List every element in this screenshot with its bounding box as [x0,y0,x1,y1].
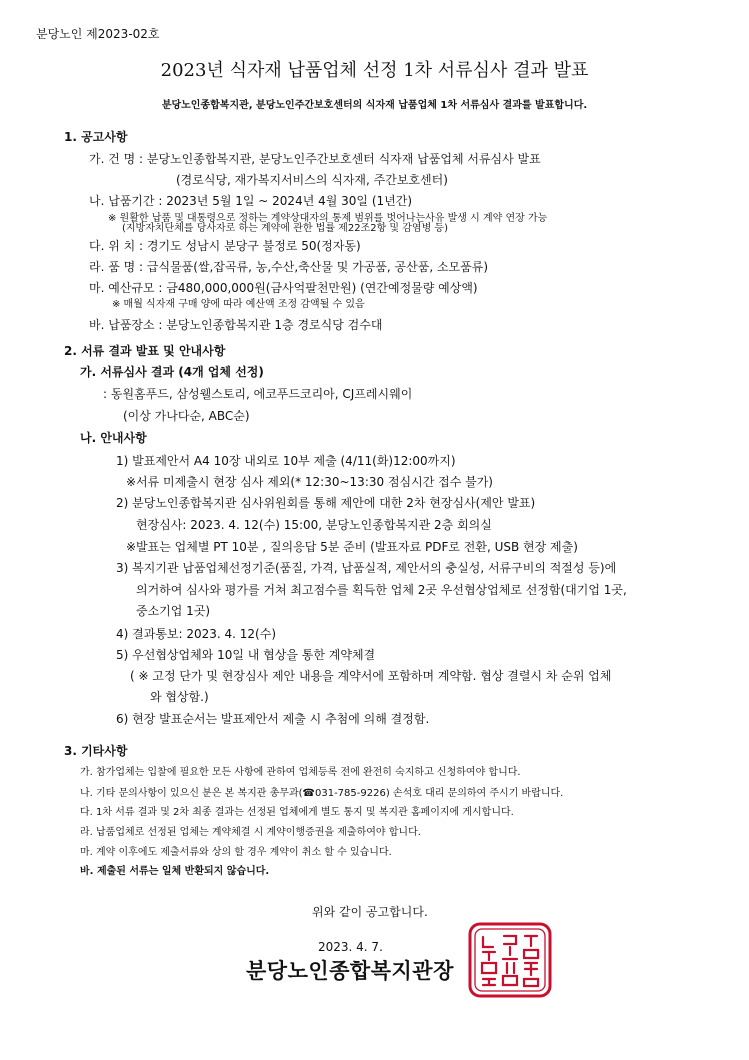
s2-guide-3-cont-2: 중소기업 1곳) [136,604,211,618]
s2-guide-4: 4) 결과통보: 2023. 4. 12(수) [116,627,277,641]
s2-guide-5-note: ( ※ 고정 단가 및 현장심사 제안 내용을 계약서에 포함하며 계약함. 협상 결렬시 차 순위 업체 [130,669,612,683]
section-1-heading: 1. 공고사항 [64,130,128,144]
s1-item-na: 나. 납품기간 : 2023년 5월 1일 ~ 2024년 4월 30일 (1년간) [89,194,413,208]
s3-item-ga: 가. 참가업체는 입찰에 필요한 모든 사항에 관하여 업체등록 전에 완전히 숙지하고 신청하여야 합니다. [80,767,521,778]
s3-item-ma: 마. 계약 이후에도 제출서류와 상의 할 경우 계약이 취소 할 수 있습니다. [80,847,392,858]
s1-item-ba: 바. 납품장소 : 분당노인종합복지관 1층 경로식당 검수대 [89,318,383,332]
s2-guide-5: 5) 우선협상업체와 10일 내 협상을 통한 계약체결 [116,648,376,662]
s2-guide-2: 2) 분당노인종합복지관 심사위원회를 통해 제안에 대한 2차 현장심사(제안 발표) [116,496,536,510]
official-seal-stamp [467,921,553,999]
s2-sort-note: (이상 가나다순, ABC순) [123,409,250,423]
s1-item-ga: 가. 건 명 : 분당노인종합복지관, 분당노인주간보호센터 식자재 납품업체 서류심사 발표 [89,152,541,166]
s2-guide-1-note: ※서류 미제출시 현장 심사 제외(* 12:30~13:30 점심시간 접수 불가) [126,475,493,489]
closing-text: 위와 같이 공고합니다. [312,905,428,919]
s1-item-na-note: ※ 원활한 납품 및 대통령으로 정하는 계약상대자의 통제 범위를 벗어나는사유 발생 시 계약 연장 가능 [108,213,548,224]
s2-guide-6: 6) 현장 발표순서는 발표제안서 제출 시 추첨에 의해 결정함. [116,712,430,726]
organization-name: 분당노인종합복지관장 [246,959,454,983]
s1-item-ma-note: ※ 매월 식자재 구매 양에 따라 예산액 조정 감액될 수 있음 [112,299,365,310]
s2-guide-heading: 나. 안내사항 [80,431,147,445]
s3-item-ba: 바. 제출된 서류는 일체 반환되지 않습니다. [80,866,270,877]
s3-item-ra: 라. 납품업체로 선정된 업체는 계약체결 시 계약이행증권을 제출하여야 합니다. [80,827,421,838]
s2-guide-5-note-cont: 와 협상함.) [150,690,209,704]
s1-item-ga-sub: (경로식당, 재가복지서비스의 식자재, 주간보호센터) [176,173,448,187]
s2-result-heading: 가. 서류심사 결과 (4개 업체 선정) [80,365,264,379]
s2-guide-3: 3) 복지기관 납품업체선정기준(품질, 가격, 납품실적, 제안서의 충실성, 서류구비의 적절성 등)에 [116,561,617,575]
s2-guide-1: 1) 발표제안서 A4 10장 내외로 10부 제출 (4/11(화)12:00까지) [116,454,456,468]
s2-guide-2-detail: 현장심사: 2023. 4. 12(수) 15:00, 분당노인종합복지관 2층 회의실 [136,518,492,532]
s3-item-na: 나. 기타 문의사항이 있으신 분은 본 복지관 총무과(☎031-785-9226) 손석호 대리 문의하여 주시기 바랍니다. [80,788,564,799]
page-title: 2023년 식자재 납품업체 선정 1차 서류심사 결과 발표 [160,60,589,81]
s3-item-da: 다. 1차 서류 결과 및 2차 최종 결과는 선정된 업체에게 별도 통지 및 복지관 홈페이지에 게시합니다. [80,807,514,818]
s2-selected-companies: : 동원홈푸드, 삼성웰스토리, 에코푸드코리아, CJ프레시웨이 [103,387,413,401]
s1-item-ma: 마. 예산규모 : 금480,000,000원(금사억팔천만원) (연간예정물량 예상액) [89,281,478,295]
s2-guide-2-note: ※발표는 업체별 PT 10분 , 질의응답 5분 준비 (발표자료 PDF로 전환, USB 현장 제출) [126,540,578,554]
s1-item-na-note-2: (지방자치단체를 당사자로 하는 계약에 관한 법률 제22조2항 및 감염병 등) [122,223,448,234]
document-number: 분당노인 제2023-02호 [36,27,160,41]
notice-date: 2023. 4. 7. [318,940,383,954]
section-2-heading: 2. 서류 결과 발표 및 안내사항 [64,344,226,358]
section-3-heading: 3. 기타사항 [64,744,128,758]
s2-guide-3-cont: 의거하여 심사와 평가를 거쳐 최고점수를 획득한 업체 2곳 우선협상업체로 선정함(대기업 1곳, [136,583,627,597]
intro-text: 분당노인종합복지관, 분당노인주간보호센터의 식자재 납품업체 1차 서류심사 결과를 발표합니다. [161,100,588,111]
s1-item-da: 다. 위 치 : 경기도 성남시 분당구 불정로 50(정자동) [89,239,361,253]
s1-item-ra: 라. 품 명 : 급식물품(쌀,잡곡류, 농,수산,축산물 및 가공품, 공산품, 소모품류) [89,260,489,274]
